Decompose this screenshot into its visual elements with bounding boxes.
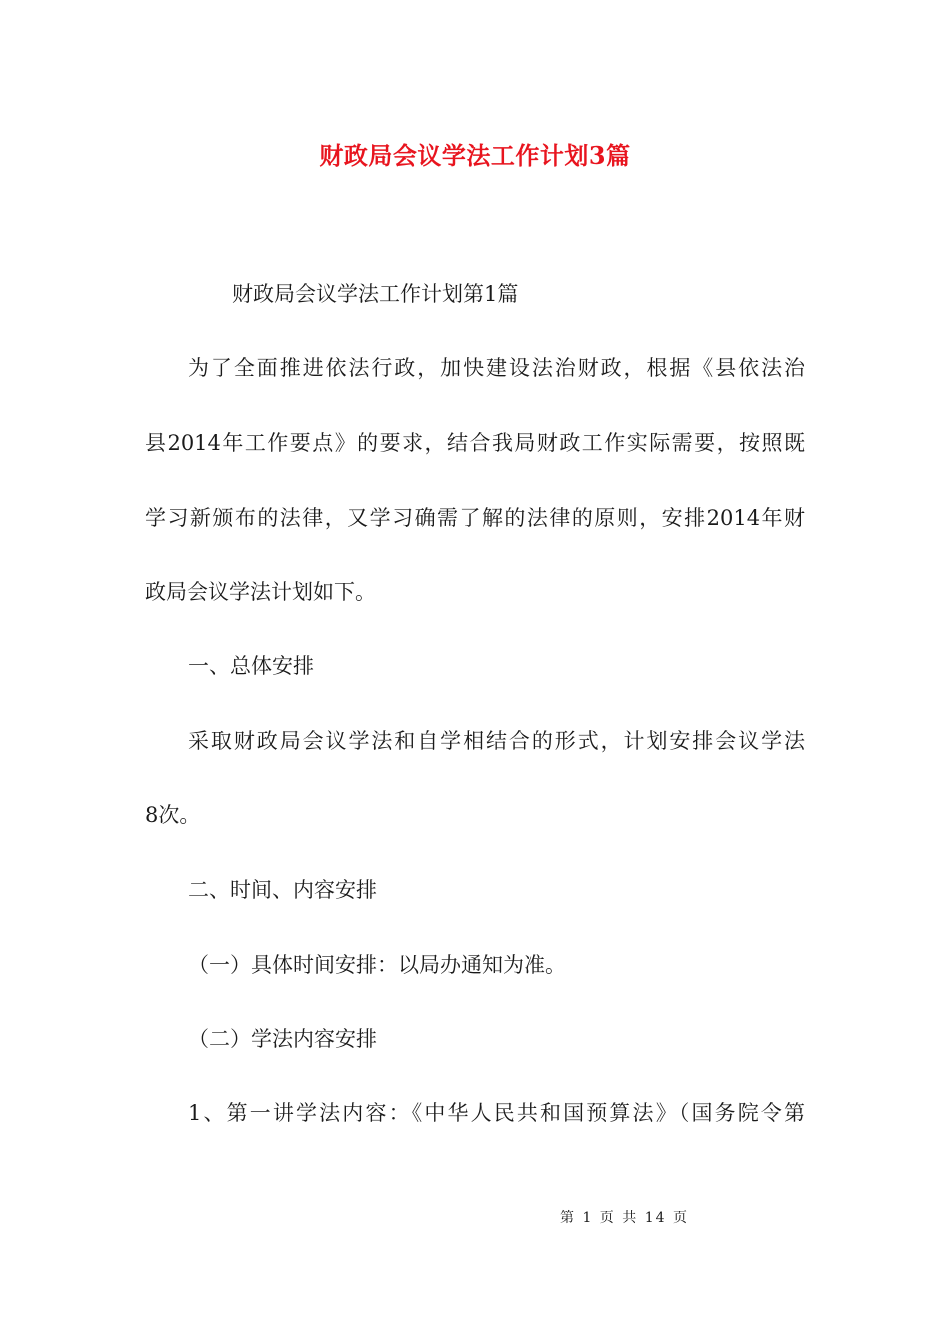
paragraph-line: 8次。 (145, 803, 201, 827)
paragraph-line: 政局会议学法计划如下。 (145, 580, 376, 604)
paragraph-line: （二）学法内容安排 (188, 1027, 377, 1051)
paragraph-line: 1、第一讲学法内容：《中华人民共和国预算法》（国务院令第 (188, 1101, 805, 1125)
paragraph-line: （一）具体时间安排：以局办通知为准。 (188, 953, 566, 977)
paragraph-line: 采取财政局会议学法和自学相结合的形式，计划安排会议学法 (188, 729, 805, 753)
paragraph-line: 为了全面推进依法行政，加快建设法治财政，根据《县依法治 (188, 356, 805, 380)
paragraph-line: 学习新颁布的法律，又学习确需了解的法律的原则，安排2014年财 (145, 506, 805, 530)
page-footer: 第 1 页 共 14 页 (560, 1210, 689, 1226)
section-heading: 一、总体安排 (188, 654, 314, 678)
document-title: 财政局会议学法工作计划3篇 (319, 141, 631, 170)
section-heading: 财政局会议学法工作计划第1篇 (232, 282, 519, 306)
paragraph-line: 县2014年工作要点》的要求，结合我局财政工作实际需要，按照既 (145, 431, 805, 455)
section-heading: 二、时间、内容安排 (188, 878, 377, 902)
